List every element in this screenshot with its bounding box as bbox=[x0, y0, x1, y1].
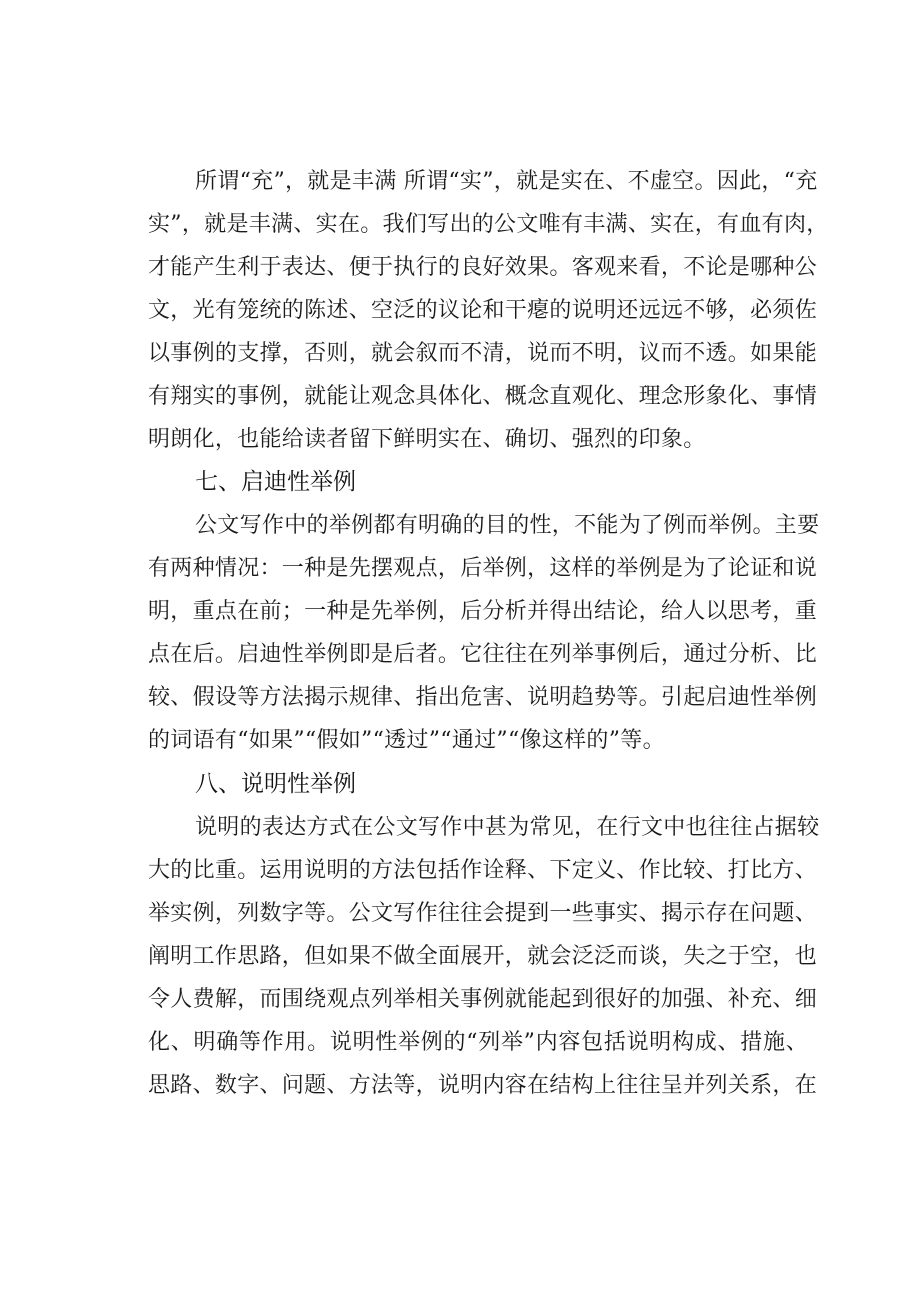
para1-line-3: 才能产生利于表达、便于执行的良好效果。客观来看，不论是哪种公 bbox=[148, 255, 818, 280]
section7-heading: 七、启迪性举例 bbox=[195, 469, 356, 495]
section8-line-7: 思路、数字、问题、方法等，说明内容在结构上往往呈并列关系，在 bbox=[148, 1073, 818, 1098]
para1-line-1: 所谓“充”，就是丰满 所谓“实”，就是实在、不虚空。因此，“充 bbox=[195, 169, 818, 194]
section8-line-1: 说明的表达方式在公文写作中甚为常见，在行文中也往往占据较 bbox=[195, 815, 820, 840]
section8-line-6: 化、明确等作用。说明性举例的“列举”内容包括说明构成、措施、 bbox=[148, 1030, 808, 1055]
section7-line-3: 明，重点在前；一种是先举例，后分析并得出结论，给人以思考，重 bbox=[148, 599, 818, 624]
para1-line-5: 以事例的支撑，否则，就会叙而不清，说而不明，议而不透。如果能 bbox=[148, 341, 818, 366]
section7-line-6: 的词语有“如果”“假如”“透过”“通过”“像这样的”等。 bbox=[148, 728, 665, 753]
section7-line-2: 有两种情况：一种是先摆观点，后举例，这样的举例是为了论证和说 bbox=[148, 556, 818, 581]
section7-line-4: 点在后。启迪性举例即是后者。它往往在列举事例后，通过分析、比 bbox=[148, 642, 818, 667]
section8-line-3: 举实例，列数字等。公文写作往往会提到一些事实、揭示存在问题、 bbox=[148, 901, 818, 926]
section7-line-1: 公文写作中的举例都有明确的目的性，不能为了例而举例。主要 bbox=[195, 513, 820, 538]
para1-line-4: 文，光有笼统的陈述、空泛的议论和干瘪的说明还远远不够，必须佐 bbox=[148, 298, 818, 323]
section8-line-2: 大的比重。运用说明的方法包括作诠释、下定义、作比较、打比方、 bbox=[148, 858, 818, 883]
para1-line-6: 有翔实的事例，就能让观念具体化、概念直观化、理念形象化、事情 bbox=[148, 384, 818, 409]
section8-line-5: 令人费解，而围绕观点列举相关事例就能起到很好的加强、补充、细 bbox=[148, 987, 818, 1012]
section8-heading: 八、说明性举例 bbox=[195, 771, 356, 797]
para1-line-2: 实”，就是丰满、实在。我们写出的公文唯有丰满、实在，有血有肉， bbox=[148, 212, 829, 237]
section7-line-5: 较、假设等方法揭示规律、指出危害、说明趋势等。引起启迪性举例 bbox=[148, 685, 818, 710]
section8-line-4: 阐明工作思路，但如果不做全面展开，就会泛泛而谈，失之于空，也 bbox=[148, 944, 818, 969]
para1-line-7: 明朗化，也能给读者留下鲜明实在、确切、强烈的印象。 bbox=[148, 427, 706, 452]
